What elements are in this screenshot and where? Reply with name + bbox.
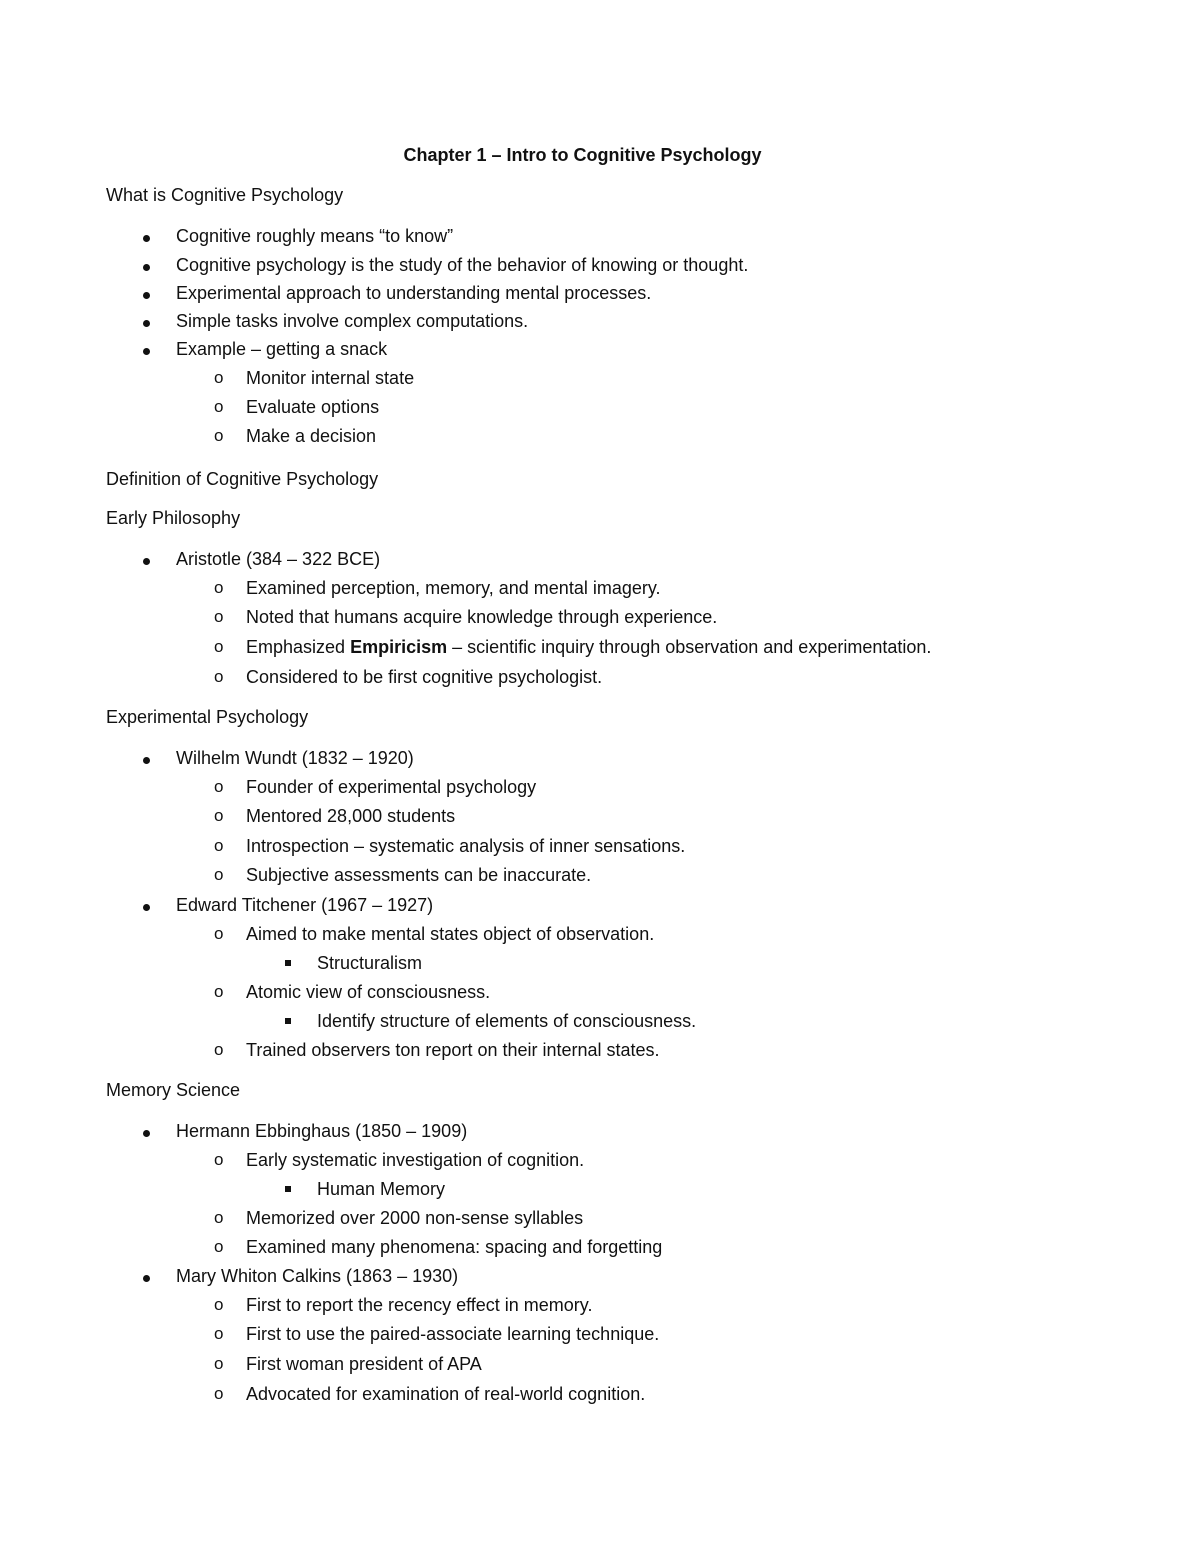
sub-list-item: Trained observers ton report on their internal states. bbox=[246, 1040, 660, 1060]
heading-experimental: Experimental Psychology bbox=[106, 707, 309, 727]
sub-list-item: Mentored 28,000 students bbox=[246, 806, 456, 826]
list-item: Wilhelm Wundt (1832 – 1920) bbox=[176, 748, 414, 768]
sub-list-item: Noted that humans acquire knowledge through experience. bbox=[246, 607, 718, 627]
bullet-icon bbox=[143, 311, 150, 332]
circle-bullet-icon: o bbox=[214, 982, 224, 1001]
sub-sub-list-item: Structuralism bbox=[317, 953, 423, 973]
sub-list-item: First to use the paired-associate learning technique. bbox=[246, 1324, 660, 1344]
list-item: Example – getting a snack bbox=[176, 339, 388, 359]
list-item: Aristotle (384 – 322 BCE) bbox=[176, 549, 381, 569]
bullet-icon bbox=[143, 549, 150, 570]
circle-bullet-icon: o bbox=[214, 1384, 224, 1403]
bullet-icon bbox=[143, 339, 150, 360]
text-run: Emphasized bbox=[246, 637, 351, 657]
bullet-icon bbox=[143, 255, 150, 276]
sub-list-item-empiricism bbox=[246, 637, 931, 658]
circle-bullet-icon: o bbox=[214, 836, 224, 855]
circle-bullet-icon: o bbox=[214, 637, 224, 656]
empiricism-term: Empiricism bbox=[350, 637, 448, 657]
sub-list-item: Examined many phenomena: spacing and forgetting bbox=[246, 1237, 663, 1257]
circle-bullet-icon: o bbox=[214, 1237, 224, 1256]
sub-list-item: Atomic view of consciousness. bbox=[246, 982, 491, 1002]
circle-bullet-icon: o bbox=[214, 607, 224, 626]
list-item: Mary Whiton Calkins (1863 – 1930) bbox=[176, 1266, 459, 1286]
sub-list-item: Advocated for examination of real-world cognition. bbox=[246, 1384, 646, 1404]
sub-list-item: Examined perception, memory, and mental imagery. bbox=[246, 578, 661, 598]
square-bullet-icon bbox=[285, 1011, 291, 1027]
circle-bullet-icon: o bbox=[214, 806, 224, 825]
heading-memory-science: Memory Science bbox=[106, 1080, 241, 1100]
bullet-icon bbox=[143, 1121, 150, 1142]
bullet-icon bbox=[143, 895, 150, 916]
circle-bullet-icon: o bbox=[214, 1040, 224, 1059]
text-run: – scientific inquiry through observation and experimentation. bbox=[447, 637, 932, 657]
square-bullet-icon bbox=[285, 1179, 291, 1195]
sub-list-item: Early systematic investigation of cognition. bbox=[246, 1150, 585, 1170]
sub-list-item: First woman president of APA bbox=[246, 1354, 482, 1374]
circle-bullet-icon: o bbox=[214, 426, 224, 445]
heading-definition: Definition of Cognitive Psychology bbox=[106, 469, 379, 489]
list-item: Cognitive psychology is the study of the behavior of knowing or thought. bbox=[176, 255, 749, 275]
sub-list-item: Make a decision bbox=[246, 426, 377, 446]
list-item: Edward Titchener (1967 – 1927) bbox=[176, 895, 434, 915]
sub-list-item: Introspection – systematic analysis of inner sensations. bbox=[246, 836, 686, 856]
bullet-icon bbox=[143, 226, 150, 247]
circle-bullet-icon: o bbox=[214, 777, 224, 796]
sub-list-item: Monitor internal state bbox=[246, 368, 415, 388]
sub-list-item: Subjective assessments can be inaccurate. bbox=[246, 865, 592, 885]
sub-list-item: First to report the recency effect in memory. bbox=[246, 1295, 593, 1315]
bullet-icon bbox=[143, 748, 150, 769]
square-bullet-icon bbox=[285, 953, 291, 969]
sub-sub-list-item: Identify structure of elements of consciousness. bbox=[317, 1011, 697, 1031]
circle-bullet-icon: o bbox=[214, 865, 224, 884]
list-item: Experimental approach to understanding mental processes. bbox=[176, 283, 652, 303]
page-title: Chapter 1 – Intro to Cognitive Psychology bbox=[403, 145, 762, 165]
list-item: Cognitive roughly means “to know” bbox=[176, 226, 454, 246]
circle-bullet-icon: o bbox=[214, 1354, 224, 1373]
circle-bullet-icon: o bbox=[214, 1324, 224, 1343]
bullet-icon bbox=[143, 283, 150, 304]
sub-list-item: Memorized over 2000 non-sense syllables bbox=[246, 1208, 584, 1228]
circle-bullet-icon: o bbox=[214, 1295, 224, 1314]
list-item: Hermann Ebbinghaus (1850 – 1909) bbox=[176, 1121, 468, 1141]
circle-bullet-icon: o bbox=[214, 924, 224, 943]
bullet-icon bbox=[143, 1266, 150, 1287]
circle-bullet-icon: o bbox=[214, 368, 224, 387]
heading-what-is: What is Cognitive Psychology bbox=[106, 185, 344, 205]
sub-list-item: Considered to be first cognitive psychologist. bbox=[246, 667, 603, 687]
circle-bullet-icon: o bbox=[214, 1150, 224, 1169]
sub-sub-list-item: Human Memory bbox=[317, 1179, 446, 1199]
list-item: Simple tasks involve complex computations. bbox=[176, 311, 529, 331]
sub-list-item: Aimed to make mental states object of observation. bbox=[246, 924, 655, 944]
circle-bullet-icon: o bbox=[214, 397, 224, 416]
circle-bullet-icon: o bbox=[214, 1208, 224, 1227]
sub-list-item: Founder of experimental psychology bbox=[246, 777, 537, 797]
sub-list-item: Evaluate options bbox=[246, 397, 380, 417]
circle-bullet-icon: o bbox=[214, 578, 224, 597]
heading-early-philosophy: Early Philosophy bbox=[106, 508, 241, 528]
circle-bullet-icon: o bbox=[214, 667, 224, 686]
